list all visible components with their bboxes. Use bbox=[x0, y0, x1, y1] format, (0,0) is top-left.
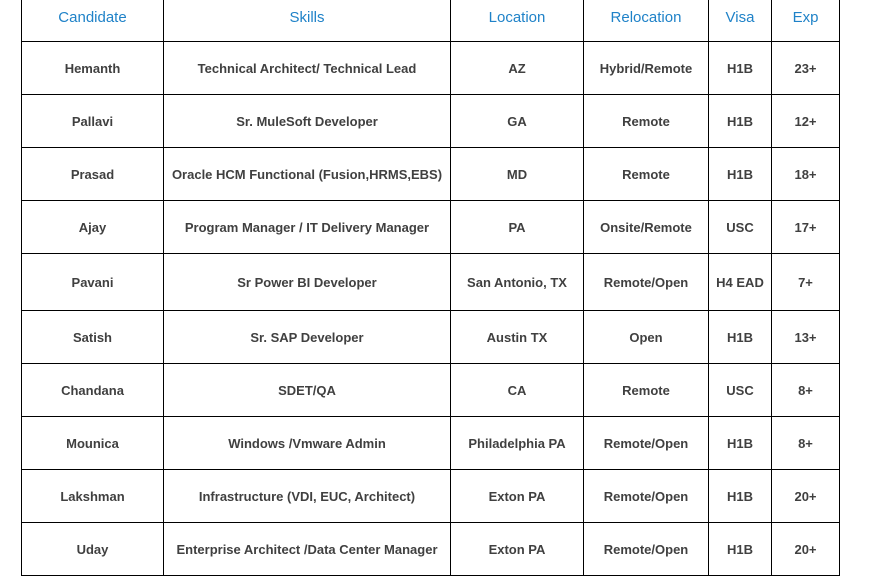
cell-exp: 23+ bbox=[772, 42, 840, 95]
cell-visa: H1B bbox=[709, 311, 772, 364]
table-row bbox=[22, 470, 840, 523]
candidates-table bbox=[21, 0, 840, 576]
table-row bbox=[22, 254, 840, 311]
header-location: Location bbox=[451, 0, 584, 42]
cell-skills: Sr Power BI Developer bbox=[164, 254, 451, 311]
cell-candidate: Mounica bbox=[22, 417, 164, 470]
cell-skills: Oracle HCM Functional (Fusion,HRMS,EBS) bbox=[164, 148, 451, 201]
cell-visa: H1B bbox=[709, 470, 772, 523]
cell-candidate: Lakshman bbox=[22, 470, 164, 523]
header-candidate: Candidate bbox=[22, 0, 164, 42]
table-row bbox=[22, 523, 840, 576]
cell-candidate: Ajay bbox=[22, 201, 164, 254]
cell-relocation: Onsite/Remote bbox=[584, 201, 709, 254]
cell-visa: H1B bbox=[709, 95, 772, 148]
cell-relocation: Remote/Open bbox=[584, 523, 709, 576]
header-row bbox=[22, 0, 840, 42]
cell-skills: Windows /Vmware Admin bbox=[164, 417, 451, 470]
cell-exp: 20+ bbox=[772, 523, 840, 576]
cell-candidate: Uday bbox=[22, 523, 164, 576]
cell-location: CA bbox=[451, 364, 584, 417]
cell-skills: Sr. SAP Developer bbox=[164, 311, 451, 364]
cell-location: Exton PA bbox=[451, 470, 584, 523]
cell-location: Philadelphia PA bbox=[451, 417, 584, 470]
cell-exp: 12+ bbox=[772, 95, 840, 148]
cell-relocation: Remote/Open bbox=[584, 417, 709, 470]
table-row bbox=[22, 201, 840, 254]
cell-location: San Antonio, TX bbox=[451, 254, 584, 311]
header-relocation: Relocation bbox=[584, 0, 709, 42]
table-row bbox=[22, 417, 840, 470]
cell-skills: Program Manager / IT Delivery Manager bbox=[164, 201, 451, 254]
cell-exp: 18+ bbox=[772, 148, 840, 201]
table-row bbox=[22, 148, 840, 201]
cell-relocation: Remote bbox=[584, 364, 709, 417]
cell-exp: 13+ bbox=[772, 311, 840, 364]
cell-candidate: Prasad bbox=[22, 148, 164, 201]
cell-candidate: Pallavi bbox=[22, 95, 164, 148]
cell-exp: 17+ bbox=[772, 201, 840, 254]
cell-candidate: Satish bbox=[22, 311, 164, 364]
cell-relocation: Open bbox=[584, 311, 709, 364]
header-visa: Visa bbox=[709, 0, 772, 42]
cell-candidate: Hemanth bbox=[22, 42, 164, 95]
cell-visa: H4 EAD bbox=[709, 254, 772, 311]
cell-skills: Technical Architect/ Technical Lead bbox=[164, 42, 451, 95]
cell-exp: 7+ bbox=[772, 254, 840, 311]
cell-skills: Infrastructure (VDI, EUC, Architect) bbox=[164, 470, 451, 523]
cell-location: GA bbox=[451, 95, 584, 148]
cell-skills: SDET/QA bbox=[164, 364, 451, 417]
cell-relocation: Remote bbox=[584, 95, 709, 148]
cell-skills: Sr. MuleSoft Developer bbox=[164, 95, 451, 148]
table-row bbox=[22, 364, 840, 417]
table-row bbox=[22, 311, 840, 364]
cell-visa: H1B bbox=[709, 417, 772, 470]
table-row bbox=[22, 95, 840, 148]
cell-exp: 20+ bbox=[772, 470, 840, 523]
cell-visa: H1B bbox=[709, 523, 772, 576]
cell-location: MD bbox=[451, 148, 584, 201]
cell-exp: 8+ bbox=[772, 364, 840, 417]
cell-visa: USC bbox=[709, 364, 772, 417]
cell-visa: H1B bbox=[709, 42, 772, 95]
header-exp: Exp bbox=[772, 0, 840, 42]
cell-exp: 8+ bbox=[772, 417, 840, 470]
cell-candidate: Chandana bbox=[22, 364, 164, 417]
cell-location: AZ bbox=[451, 42, 584, 95]
cell-visa: H1B bbox=[709, 148, 772, 201]
header-skills: Skills bbox=[164, 0, 451, 42]
cell-location: Exton PA bbox=[451, 523, 584, 576]
cell-visa: USC bbox=[709, 201, 772, 254]
cell-relocation: Remote/Open bbox=[584, 254, 709, 311]
table-row bbox=[22, 42, 840, 95]
cell-relocation: Remote bbox=[584, 148, 709, 201]
cell-location: Austin TX bbox=[451, 311, 584, 364]
cell-skills: Enterprise Architect /Data Center Manager bbox=[164, 523, 451, 576]
cell-candidate: Pavani bbox=[22, 254, 164, 311]
cell-location: PA bbox=[451, 201, 584, 254]
cell-relocation: Remote/Open bbox=[584, 470, 709, 523]
cell-relocation: Hybrid/Remote bbox=[584, 42, 709, 95]
